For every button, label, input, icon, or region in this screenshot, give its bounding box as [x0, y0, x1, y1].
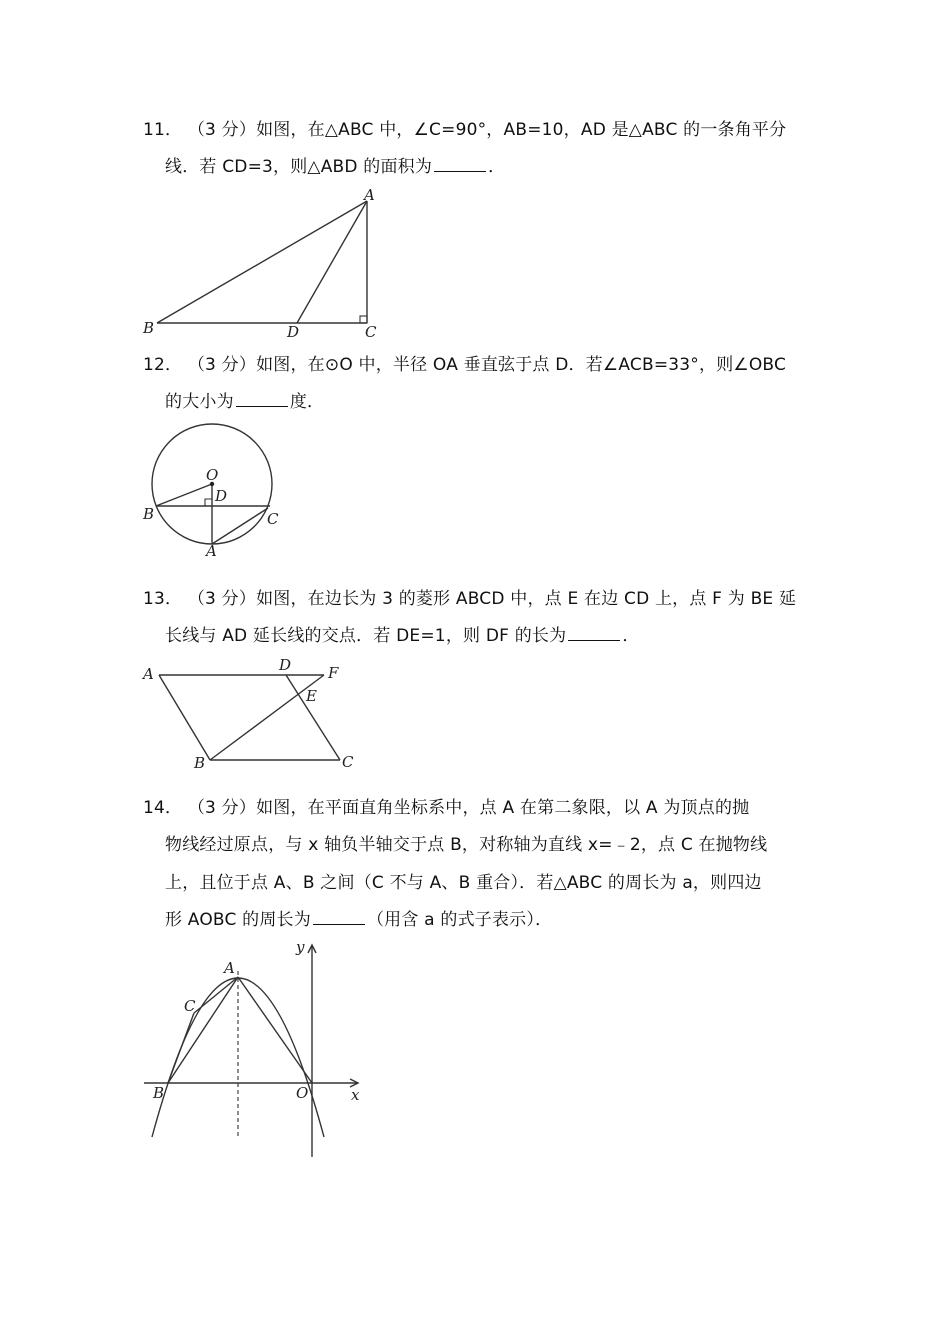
- q11-line1: [143, 118, 786, 142]
- q11-label-a: A: [364, 186, 375, 204]
- q11-answer-blank: [434, 156, 486, 172]
- q13-text-2-end: ．: [622, 626, 640, 646]
- q13-figure: [138, 652, 368, 777]
- q12-label-b: B: [143, 505, 155, 523]
- q11-text-1: 如图，在△ABC 中，∠C=90°，AB=10，AD 是△ABC 的一条角平分: [256, 120, 787, 140]
- q13-answer-blank: [568, 625, 620, 641]
- q12-text-2: 的大小为: [165, 392, 234, 412]
- q12-label-a: A: [206, 542, 217, 560]
- q11-text-2: 线．若 CD=3，则△ABD 的面积为: [165, 157, 433, 177]
- q11-label-d: D: [287, 323, 300, 341]
- q11-number: 11．: [143, 120, 183, 140]
- q13-score: （3 分）: [187, 589, 257, 609]
- q13-line2: [165, 624, 640, 648]
- q14-label-y: y: [296, 938, 305, 956]
- q14-text-4-end: （用含 a 的式子表示）．: [366, 910, 553, 930]
- q14-label-a: A: [224, 959, 235, 977]
- q14-line4: [165, 908, 552, 932]
- q14-figure: [138, 935, 373, 1165]
- q14-line1: [143, 796, 749, 820]
- q14-line2: 物线经过原点，与 x 轴负半轴交于点 B，对称轴为直线 x=﹣2，点 C 在抛物线: [165, 835, 768, 855]
- q12-line1: [143, 353, 786, 377]
- q13-label-f: F: [328, 664, 339, 682]
- q12-score: （3 分）: [187, 355, 257, 375]
- q11-figure: [138, 185, 388, 345]
- q12-label-o: O: [206, 466, 219, 484]
- q14-label-x: x: [351, 1086, 360, 1104]
- q14-score: （3 分）: [187, 798, 257, 818]
- q12-label-d: D: [215, 487, 228, 505]
- q14-text-4: 形 AOBC 的周长为: [165, 910, 311, 930]
- q13-number: 13．: [143, 589, 183, 609]
- q13-text-2: 长线与 AD 延长线的交点．若 DE=1，则 DF 的长为: [165, 626, 567, 646]
- q14-label-b: B: [153, 1084, 165, 1102]
- q13-text-1: 如图，在边长为 3 的菱形 ABCD 中，点 E 在边 CD 上，点 F 为 BE 延: [256, 589, 797, 609]
- q14-line3: 上，且位于点 A、B 之间（C 不与 A、B 重合）．若△ABC 的周长为 a，则四边: [165, 873, 762, 893]
- q11-line2: [165, 155, 505, 179]
- q12-text-2-end: 度．: [289, 392, 325, 412]
- q14-answer-blank: [313, 909, 365, 925]
- q11-label-b: B: [143, 319, 155, 337]
- q13-label-d: D: [279, 656, 292, 674]
- q12-text-1: 如图，在⊙O 中，半径 OA 垂直弦于点 D．若∠ACB=33°，则∠OBC: [256, 355, 787, 375]
- q13-label-a: A: [143, 665, 154, 683]
- q11-label-c: C: [365, 323, 377, 341]
- q11-text-2-end: ．: [488, 157, 506, 177]
- q12-line2: [165, 390, 324, 414]
- q14-label-c: C: [184, 997, 196, 1015]
- q14-number: 14．: [143, 798, 183, 818]
- q13-line1: [143, 587, 796, 611]
- q12-label-c: C: [267, 510, 279, 528]
- q13-label-b: B: [194, 754, 206, 772]
- q14-label-o: O: [296, 1084, 309, 1102]
- q14-text-1: 如图，在平面直角坐标系中，点 A 在第二象限，以 A 为顶点的抛: [256, 798, 750, 818]
- q13-label-c: C: [342, 753, 354, 771]
- q12-figure: [138, 420, 298, 565]
- q11-score: （3 分）: [187, 120, 257, 140]
- q12-answer-blank: [236, 391, 288, 407]
- q12-number: 12．: [143, 355, 183, 375]
- q13-label-e: E: [306, 687, 317, 705]
